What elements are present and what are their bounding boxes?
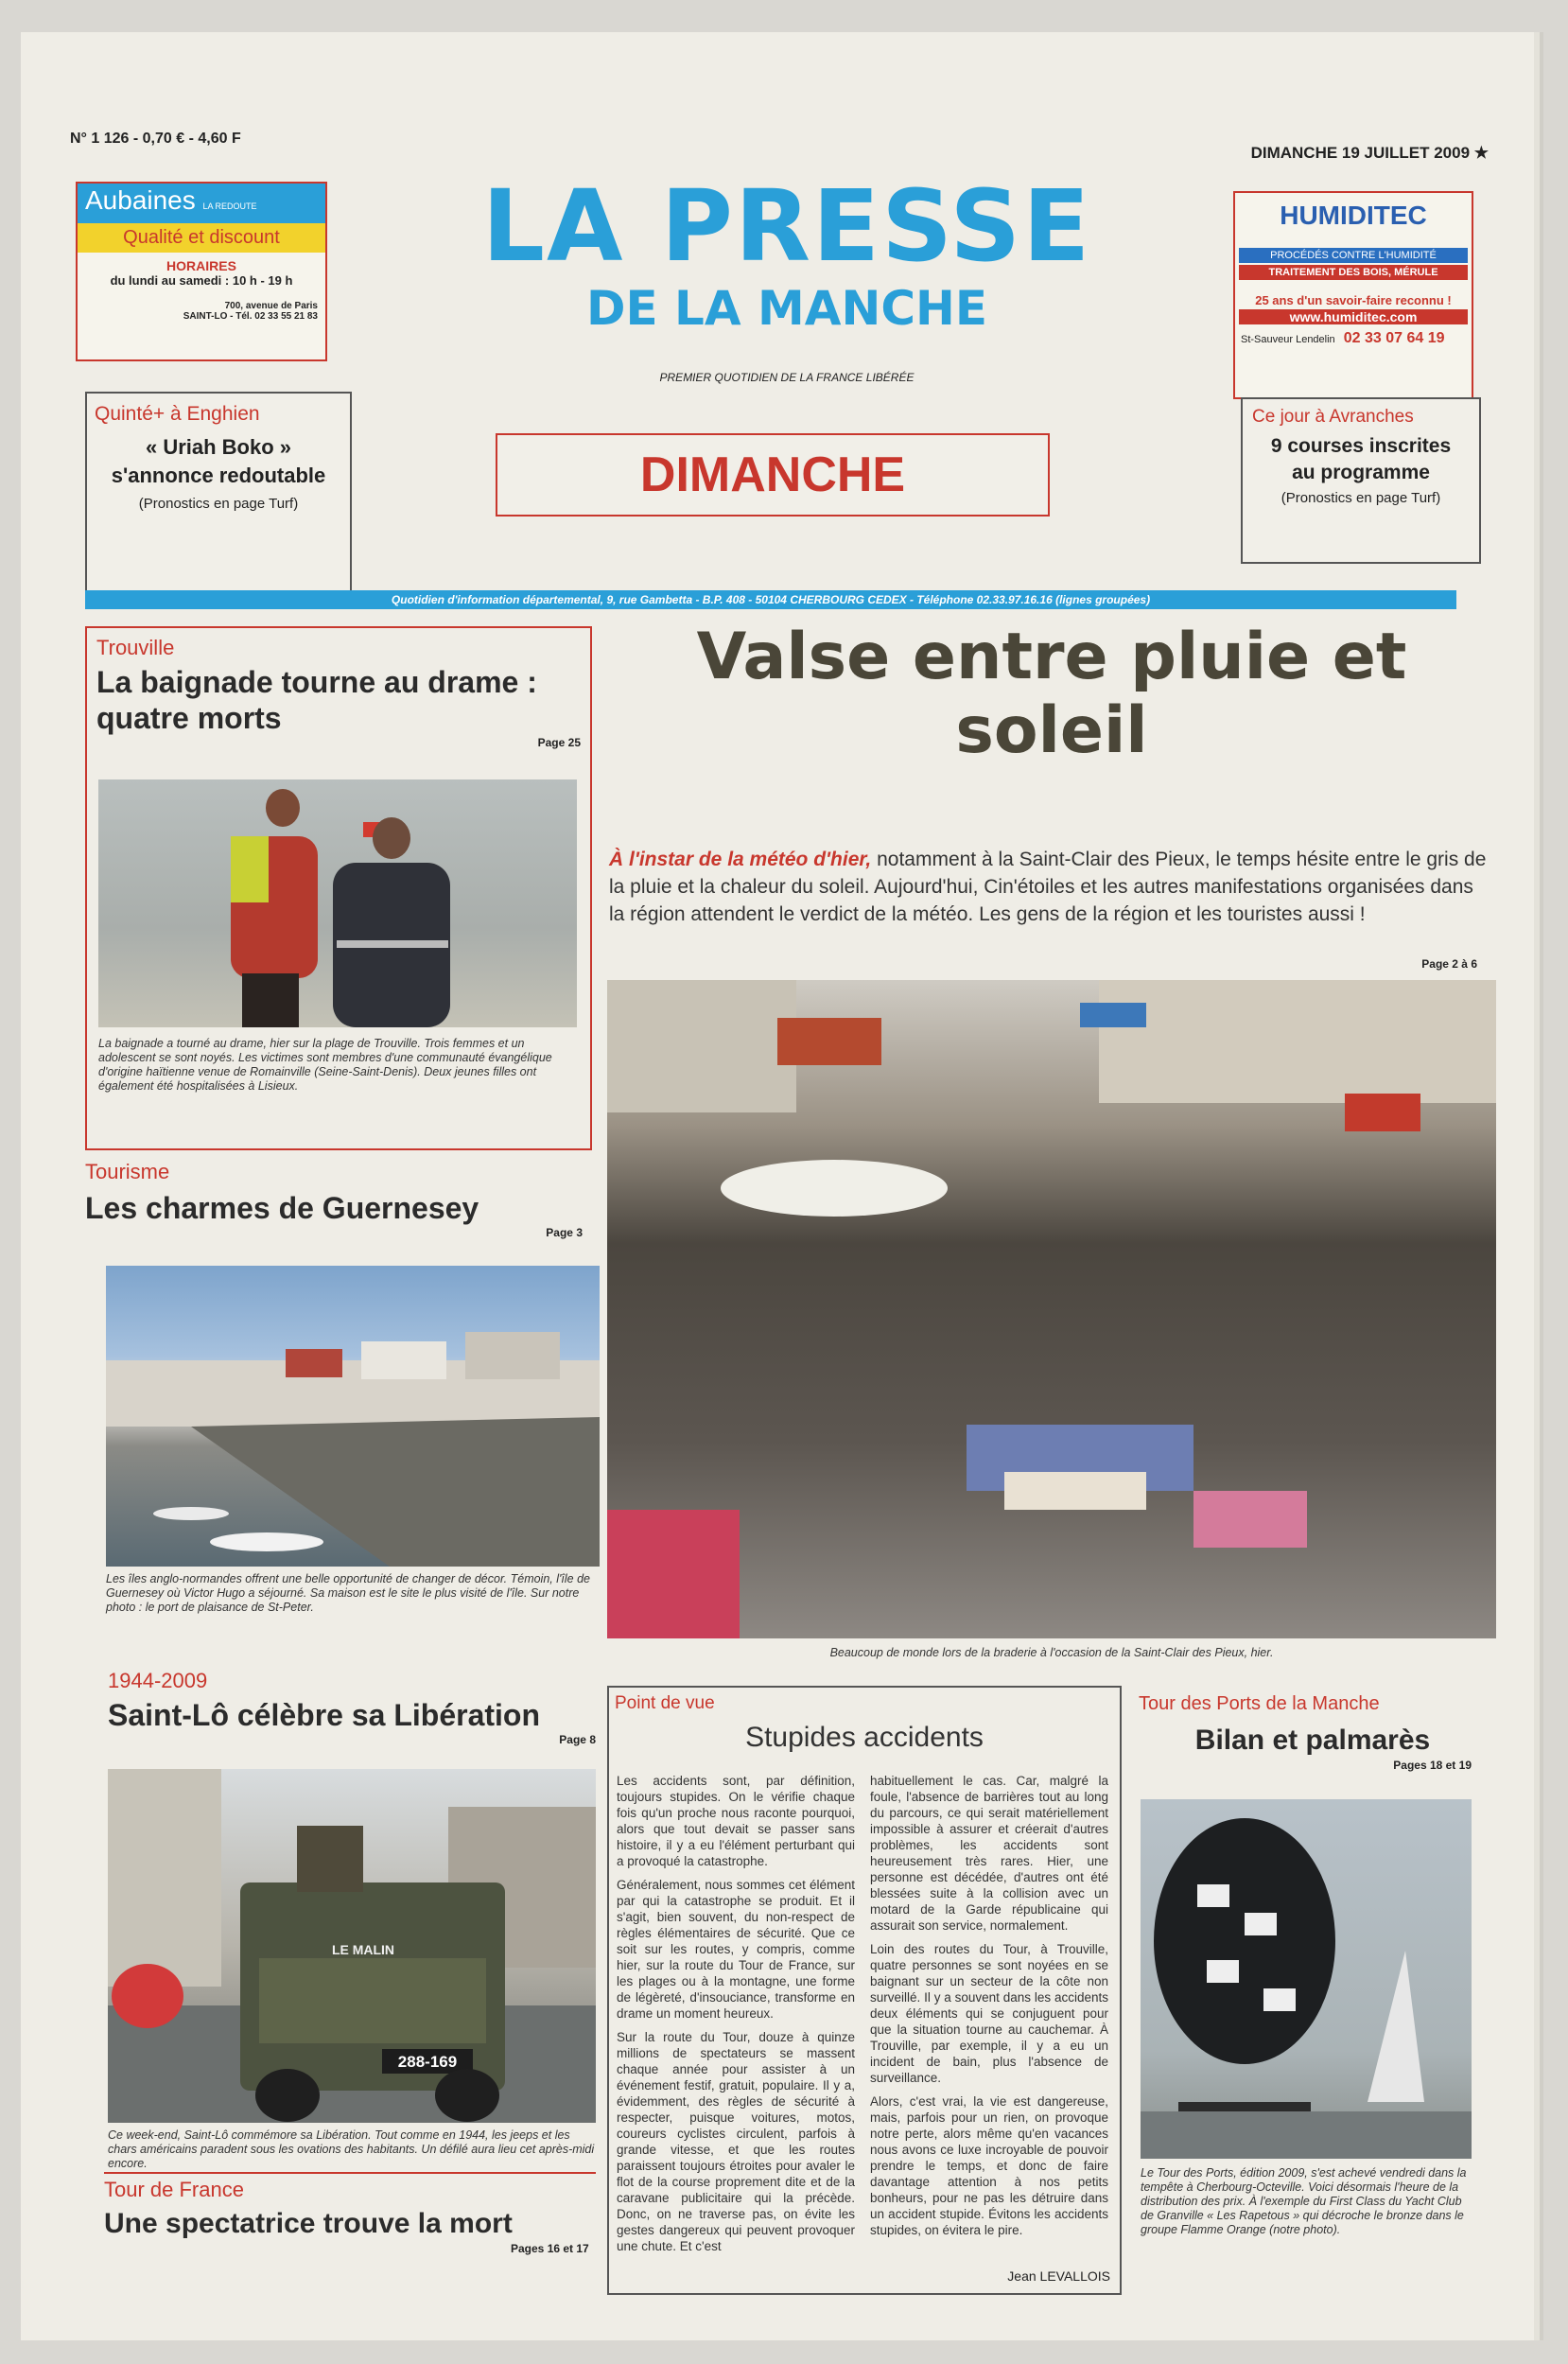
lead-caption: Beaucoup de monde lors de la braderie à l'occasion de la Saint-Clair des Pieux, hier. <box>829 1646 1274 1659</box>
photo-liberation-parade <box>108 1769 596 2123</box>
lead-headline: Valse entre pluie et soleil <box>696 620 1407 768</box>
story-trouville-caption: La baignade a tourné au drame, hier sur la plage de Trouville. Trois femmes et un adolescent se sont noyés. Les victimes sont membres d'une communauté évangélique d'origine haïtienne venue de Romainville (Seine-Saint-Denis). Deux jeunes filles ont également été hospitalisées à Lisieux. <box>98 1037 552 1093</box>
story-saintlo[interactable] <box>85 1669 596 2198</box>
photo-braderie-crowd <box>607 980 1496 1638</box>
story-tdf-headline: Une spectatrice trouve la mort <box>104 2208 513 2239</box>
story-ports-caption: Le Tour des Ports, édition 2009, s'est achevé vendredi dans la tempête à Cherbourg-Octeville. Voici désormais l'heure de la distribution des prix. À l'exemple du First Class du Yacht Club de Granville « Les Rapetous » qui décroche le bronze dans le groupe Flamme Orange (notre photo). <box>1141 2166 1467 2236</box>
story-trouville[interactable] <box>85 626 592 1150</box>
story-tdf[interactable] <box>104 2172 596 2268</box>
story-tourisme-caption: Les îles anglo-normandes offrent une belle opportunité de changer de décor. Témoin, l'île de Guernesey où Victor Hugo a séjourné. Sa maison est le site le plus visité de l'île. Sur notre photo : le port de plaisance de St-Peter. <box>106 1572 590 1614</box>
issue-date: DIMANCHE 19 JUILLET 2009 ★ <box>1250 144 1489 162</box>
editorial-author: Jean LEVALLOIS <box>1007 2268 1110 2284</box>
editorial-para: habituellement le cas. Car, malgré la foule, l'absence de barrières tout au long du parcours, ce qui serait matériellement impossible à assurer et créerait d'autres problèmes, les accidents sont heureusement très rares. Hier, une personne est décédée, d'autres ont été blessées suite à la collision avec un motard de la Garde républicaine qui assurait son service, normalement. <box>870 1774 1108 1933</box>
editorial-title: Stupides accidents <box>745 1722 984 1753</box>
story-saintlo-caption: Ce week-end, Saint-Lô commémore sa Libération. Tout comme en 1944, les jeeps et les chars américains paradent sous les ovations des habitants. Un défilé aura lieu cet après-midi encore. <box>108 2128 595 2170</box>
lead-page: Page 2 à 6 <box>1421 957 1477 971</box>
story-ports-page: Pages 18 et 19 <box>1393 1759 1472 1772</box>
lead-intro-lead: À l'instar de la météo d'hier, <box>609 849 872 870</box>
photo-beach-rescue <box>98 779 577 1027</box>
ad-humiditec-url: www.humiditec.com <box>1239 309 1468 324</box>
teaser-quinte-kicker: Quinté+ à Enghien <box>95 403 260 425</box>
ad-hours-title: HORAIRES <box>166 258 236 273</box>
story-tourisme[interactable] <box>85 1160 596 1671</box>
story-trouville-headline: La baignade tourne au drame : quatre morts <box>96 665 537 735</box>
edition-banner: DIMANCHE <box>496 433 1050 517</box>
ad-humiditec[interactable] <box>1233 191 1473 399</box>
masthead-subtitle: DE LA MANCHE <box>585 281 988 336</box>
teaser-quinte[interactable] <box>85 392 352 594</box>
story-tdf-page: Pages 16 et 17 <box>511 2242 589 2255</box>
teaser-avranches-headline: 9 courses inscrites au programme <box>1270 435 1452 483</box>
editorial-para: Loin des routes du Tour, à Trouville, quatre personnes se sont noyées en se baignant sur un secteur de la côte non surveillé. Il y a souvent dans les accidents deux éléments qui se conjuguent pour que la situation tourne au cauchemar. À Trouville, par exemple, il y a eu un incident de bain, plus l'absence de surveillance. <box>870 1942 1108 2085</box>
story-tourisme-page: Page 3 <box>546 1226 583 1239</box>
lead-intro-text: notamment à la Saint-Clair des Pieux, le temps hésite entre le gris de la pluie et la chaleur du soleil. Aujourd'hui, Cin'étoiles et les autres manifestations organisées dans la région attendent le verdict de la météo. Les gens de la région et les touristes aussi ! <box>609 849 1487 925</box>
photo-sailboat <box>1141 1799 1472 2159</box>
ad-address: 700, avenue de Paris <box>224 301 318 311</box>
ad-humiditec-brand: HUMIDITEC <box>1280 201 1427 230</box>
ad-aubaines-brand: Aubaines LA REDOUTE <box>78 184 325 223</box>
teaser-avranches-kicker: Ce jour à Avranches <box>1252 407 1414 427</box>
ad-aubaines-slogan: Qualité et discount <box>78 223 325 253</box>
editorial-para: Les accidents sont, par définition, toujours stupides. On le vérifie chaque fois qu'un proche nous raconte pourquoi, alors que tout devait se passer sans histoire, il y a eu l'élément perturbant qui a provoqué la catastrophe. <box>617 1774 855 1868</box>
story-saintlo-headline: Saint-Lô célèbre sa Libération <box>108 1698 540 1732</box>
ad-humiditec-line2: TRAITEMENT DES BOIS, MÉRULE <box>1239 265 1468 280</box>
editorial-para: Généralement, nous sommes cet élément par qui la catastrophe se produit. Et il s'agit, bien souvent, du non-respect de règles élémentaires de sécurité. Que ce soit sur les routes, y compris, comme hier, sur la route du Tour de France, sur les plages ou à la montagne, une forme de légèreté, d'insouciance, transforme en drame un moment heureux. <box>617 1878 855 2021</box>
newspaper-page <box>21 32 1534 2340</box>
story-trouville-page: Page 25 <box>537 736 581 749</box>
ad-aubaines[interactable] <box>76 182 327 361</box>
story-tourisme-headline: Les charmes de Guernesey <box>85 1191 479 1225</box>
editorial-kicker: Point de vue <box>615 1693 715 1713</box>
lead-intro <box>609 846 1494 928</box>
story-tourisme-kicker: Tourisme <box>85 1160 170 1183</box>
ad-hours: du lundi au samedi : 10 h - 19 h <box>110 273 293 288</box>
teaser-quinte-headline: « Uriah Boko » s'annonce redoutable <box>111 435 326 487</box>
story-trouville-kicker: Trouville <box>96 636 175 659</box>
ad-phone: SAINT-LO - Tél. 02 33 55 21 83 <box>183 311 318 322</box>
story-ports-headline: Bilan et palmarès <box>1194 1725 1431 1756</box>
editorial-para: Alors, c'est vrai, la vie est dangereuse, mais, parfois pour un rien, on provoque notre perte, alors même qu'en vacances nous avons ce luxe incroyable de pouvoir prendre le temps, et donc de faire davantage attention à nos petits bonheurs, pour ne pas les détruire dans un accident stupide. Évitons les accidents stupides, on évitera le pire. <box>870 2094 1108 2237</box>
issue-number: N° 1 126 - 0,70 € - 4,60 F <box>70 131 241 147</box>
editorial-col2 <box>870 1773 1108 2246</box>
teaser-avranches-note: (Pronostics en page Turf) <box>1281 490 1441 506</box>
editorial-para: Sur la route du Tour, douze à quinze millions de spectateurs se massent chaque année pour assister à un événement festif, gratuit, populaire. Il y a, évidemment, des règles de sécurité à respecter, puisque voitures, motos, coureurs cyclistes circulent, parfois à grande vitesse, et que les routes paraissent toujours étroites pour avaler le flot de la course proprement dite et de la caravane publicitaire qui la précède. Donc, on ne traverse pas, on évite les gestes dangereux qui peuvent provoquer une chute. Et c'est <box>617 2030 855 2253</box>
address-bar: Quotidien d'information départemental, 9, rue Gambetta - B.P. 408 - 50104 CHERBOURG CEDEX - Téléphone 02.33.97.16.16 (lignes groupées) <box>85 590 1456 609</box>
photo-guernsey-harbour <box>106 1266 600 1567</box>
vehicle-plate: 288-169 <box>397 2053 458 2071</box>
story-ports[interactable] <box>1131 1693 1494 2299</box>
masthead-title: LA PRESSE <box>481 168 1092 284</box>
editorial-col1 <box>617 1773 855 2262</box>
story-saintlo-kicker: 1944-2009 <box>108 1669 208 1692</box>
editorial[interactable] <box>607 1686 1122 2295</box>
ad-humiditec-contact: St-Sauveur Lendelin 02 33 07 64 19 <box>1241 330 1445 346</box>
ad-humiditec-line3: 25 ans d'un savoir-faire reconnu ! <box>1255 293 1452 307</box>
vehicle-name: LE MALIN <box>331 1942 395 1957</box>
teaser-avranches[interactable] <box>1241 397 1481 564</box>
teaser-quinte-note: (Pronostics en page Turf) <box>138 496 299 512</box>
story-tdf-kicker: Tour de France <box>104 2178 244 2201</box>
story-ports-kicker: Tour des Ports de la Manche <box>1139 1693 1380 1714</box>
masthead-tagline: PREMIER QUOTIDIEN DE LA FRANCE LIBÉRÉE <box>659 371 915 384</box>
ad-humiditec-line1: PROCÉDÉS CONTRE L'HUMIDITÉ <box>1239 248 1468 263</box>
story-saintlo-page: Page 8 <box>559 1733 596 1746</box>
